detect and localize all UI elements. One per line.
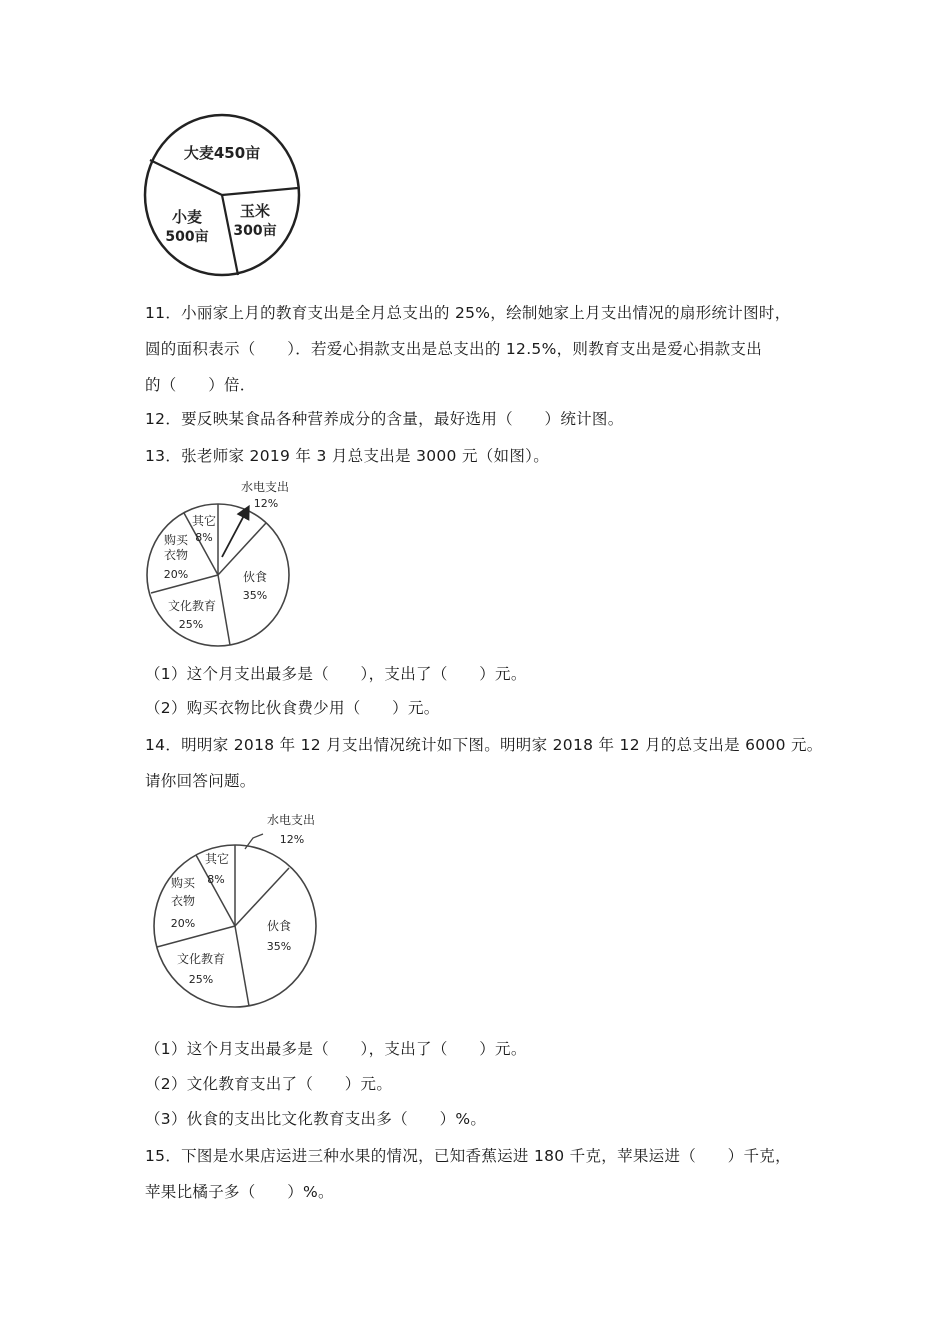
slice-label-other: 其它: [204, 852, 230, 866]
question-15-line-2: 苹果比橘子多（ ）%。: [145, 1183, 334, 1201]
slice-pct-clothing: 20%: [170, 917, 196, 930]
question-14-sub-1: （1）这个月支出最多是（ ），支出了（ ）元。: [145, 1040, 527, 1058]
question-11-line-3: 的（ ）倍．: [145, 376, 256, 394]
slice-pct-clothing: 20%: [163, 568, 189, 581]
question-13-sub-1: （1）这个月支出最多是（ ），支出了（ ）元。: [145, 665, 527, 683]
slice-pct-utilities: 12%: [253, 497, 279, 510]
question-14-stem-2: 请你回答问题。: [145, 772, 256, 790]
slice-pct-food: 35%: [242, 589, 268, 602]
slice-label-clothing-1: 购买: [163, 533, 189, 547]
slice-label-food: 伙食: [266, 919, 292, 933]
question-13-sub-2: （2）购买衣物比伙食费少用（ ）元。: [145, 699, 440, 717]
slice-label-education: 文化教育: [167, 599, 217, 613]
slice-label-clothing-2: 衣物: [163, 548, 189, 562]
slice-label-education: 文化教育: [176, 952, 226, 966]
slice-label-food: 伙食: [242, 570, 268, 584]
slice-label-clothing-2: 衣物: [170, 894, 196, 908]
expense-pie-chart-2: [145, 808, 335, 1017]
slice-pct-education: 25%: [178, 618, 204, 631]
crop-pie-chart: [140, 110, 310, 289]
slice-pct-other: 8%: [195, 531, 213, 544]
question-14-stem-1: 14．明明家 2018 年 12 月支出情况统计如下图。明明家 2018 年 12 月的总支出是 6000 元。: [145, 736, 823, 754]
slice-label-clothing-1: 购买: [170, 876, 196, 890]
slice-pct-food: 35%: [266, 940, 292, 953]
slice-label-wheat: 小麦: [171, 208, 203, 226]
question-14-sub-3: （3）伙食的支出比文化教育支出多（ ）%。: [145, 1110, 487, 1128]
slice-pct-other: 8%: [207, 873, 225, 886]
slice-pct-utilities: 12%: [279, 833, 305, 846]
slice-label-corn: 玉米: [239, 202, 271, 220]
slice-label-barley: 大麦450亩: [183, 144, 261, 162]
question-13-stem: 13．张老师家 2019 年 3 月总支出是 3000 元（如图）。: [145, 447, 549, 465]
slice-label-other: 其它: [191, 514, 217, 528]
slice-label-utilities: 水电支出: [240, 480, 290, 494]
slice-value-corn: 300亩: [233, 223, 277, 239]
slice-pct-education: 25%: [188, 973, 214, 986]
question-11-line-2: 圆的面积表示（ ）．若爱心捐款支出是总支出的 12.5%，则教育支出是爱心捐款支出: [145, 340, 763, 358]
slice-value-wheat: 500亩: [165, 229, 209, 245]
question-14-sub-2: （2）文化教育支出了（ ）元。: [145, 1075, 393, 1093]
expense-pie-chart-1: [140, 475, 310, 654]
question-12: 12．要反映某食品各种营养成分的含量，最好选用（ ）统计图。: [145, 410, 624, 428]
slice-label-utilities: 水电支出: [266, 813, 316, 827]
question-11-line-1: 11．小丽家上月的教育支出是全月总支出的 25%，绘制她家上月支出情况的扇形统计图时，: [145, 304, 791, 322]
question-15-line-1: 15．下图是水果店运进三种水果的情况，已知香蕉运进 180 千克，苹果运进（ ）千克，: [145, 1147, 791, 1165]
